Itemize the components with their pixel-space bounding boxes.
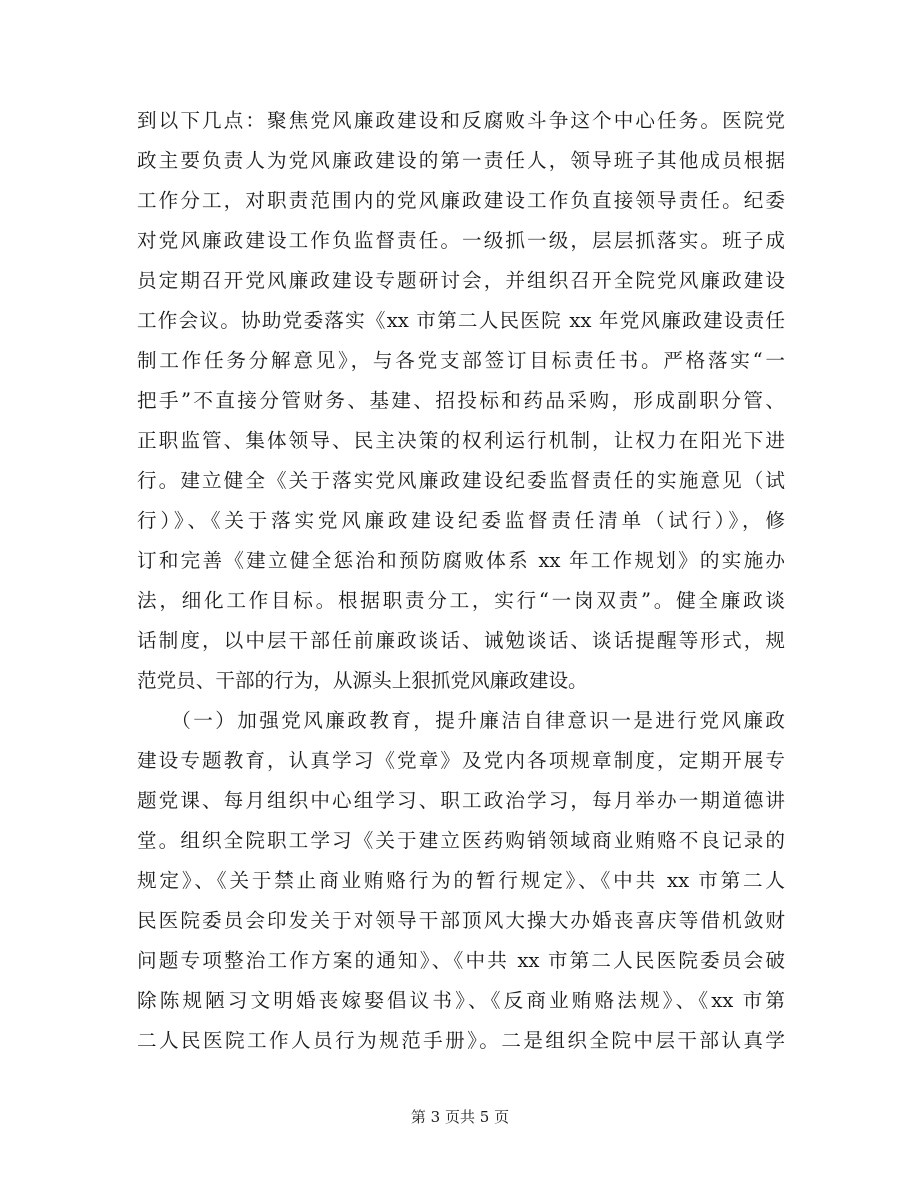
text-line-paragraph-end: 范党员、干部的行为，从源头上狠抓党风廉政建设。 [137, 669, 588, 692]
text-line: 话制度，以中层干部任前廉政谈话、诫勉谈话、谈话提醒等形式，规 [137, 629, 785, 652]
text-line: 对党风廉政建设工作负监督责任。一级抓一级，层层抓落实。班子成 [137, 229, 785, 252]
text-line: 规定》、《关于禁止商业贿赂行为的暂行规定》、《中共 xx 市第二人 [137, 869, 785, 892]
text-line: 到以下几点：聚焦党风廉政建设和反腐败斗争这个中心任务。医院党 [137, 109, 785, 132]
text-line: 建设专题教育，认真学习《党章》及党内各项规章制度，定期开展专 [137, 749, 785, 772]
text-line: 问题专项整治工作方案的通知》、《中共 xx 市第二人民医院委员会破 [137, 949, 785, 972]
text-line: 法，细化工作目标。根据职责分工，实行“一岗双责”。健全廉政谈 [137, 589, 785, 612]
text-line-paragraph-start: （一）加强党风廉政教育，提升廉洁自律意识一是进行党风廉政 [137, 709, 785, 732]
text-line: 把手”不直接分管财务、基建、招投标和药品采购，形成副职分管、 [137, 389, 785, 412]
text-line: 行。建立健全《关于落实党风廉政建设纪委监督责任的实施意见（试 [137, 469, 785, 492]
text-line: 工作会议。协助党委落实《xx 市第二人民医院 xx 年党风廉政建设责任 [137, 309, 785, 332]
text-line: 二人民医院工作人员行为规范手册》。二是组织全院中层干部认真学 [137, 1029, 785, 1052]
body-text [137, 101, 785, 1061]
text-line: 正职监管、集体领导、民主决策的权利运行机制，让权力在阳光下进 [137, 429, 785, 452]
text-line: 订和完善《建立健全惩治和预防腐败体系 xx 年工作规划》的实施办 [137, 549, 785, 572]
text-line: 行）》、《关于落实党风廉政建设纪委监督责任清单（试行）》，修 [137, 509, 785, 532]
text-line: 员定期召开党风廉政建设专题研讨会，并组织召开全院党风廉政建设 [137, 269, 785, 292]
text-line: 民医院委员会印发关于对领导干部顶风大操大办婚丧喜庆等借机敛财 [137, 909, 785, 932]
page-number-footer: 第 3 页共 5 页 [410, 1108, 510, 1126]
text-line: 除陈规陋习文明婚丧嫁娶倡议书》、《反商业贿赂法规》、《xx 市第 [137, 989, 785, 1012]
text-line: 题党课、每月组织中心组学习、职工政治学习，每月举办一期道德讲 [137, 789, 785, 812]
text-line: 制工作任务分解意见》，与各党支部签订目标责任书。严格落实“一 [137, 349, 785, 372]
text-line: 工作分工，对职责范围内的党风廉政建设工作负直接领导责任。纪委 [137, 189, 785, 212]
text-line: 堂。组织全院职工学习《关于建立医药购销领域商业贿赂不良记录的 [137, 829, 785, 852]
text-line: 政主要负责人为党风廉政建设的第一责任人，领导班子其他成员根据 [137, 149, 785, 172]
